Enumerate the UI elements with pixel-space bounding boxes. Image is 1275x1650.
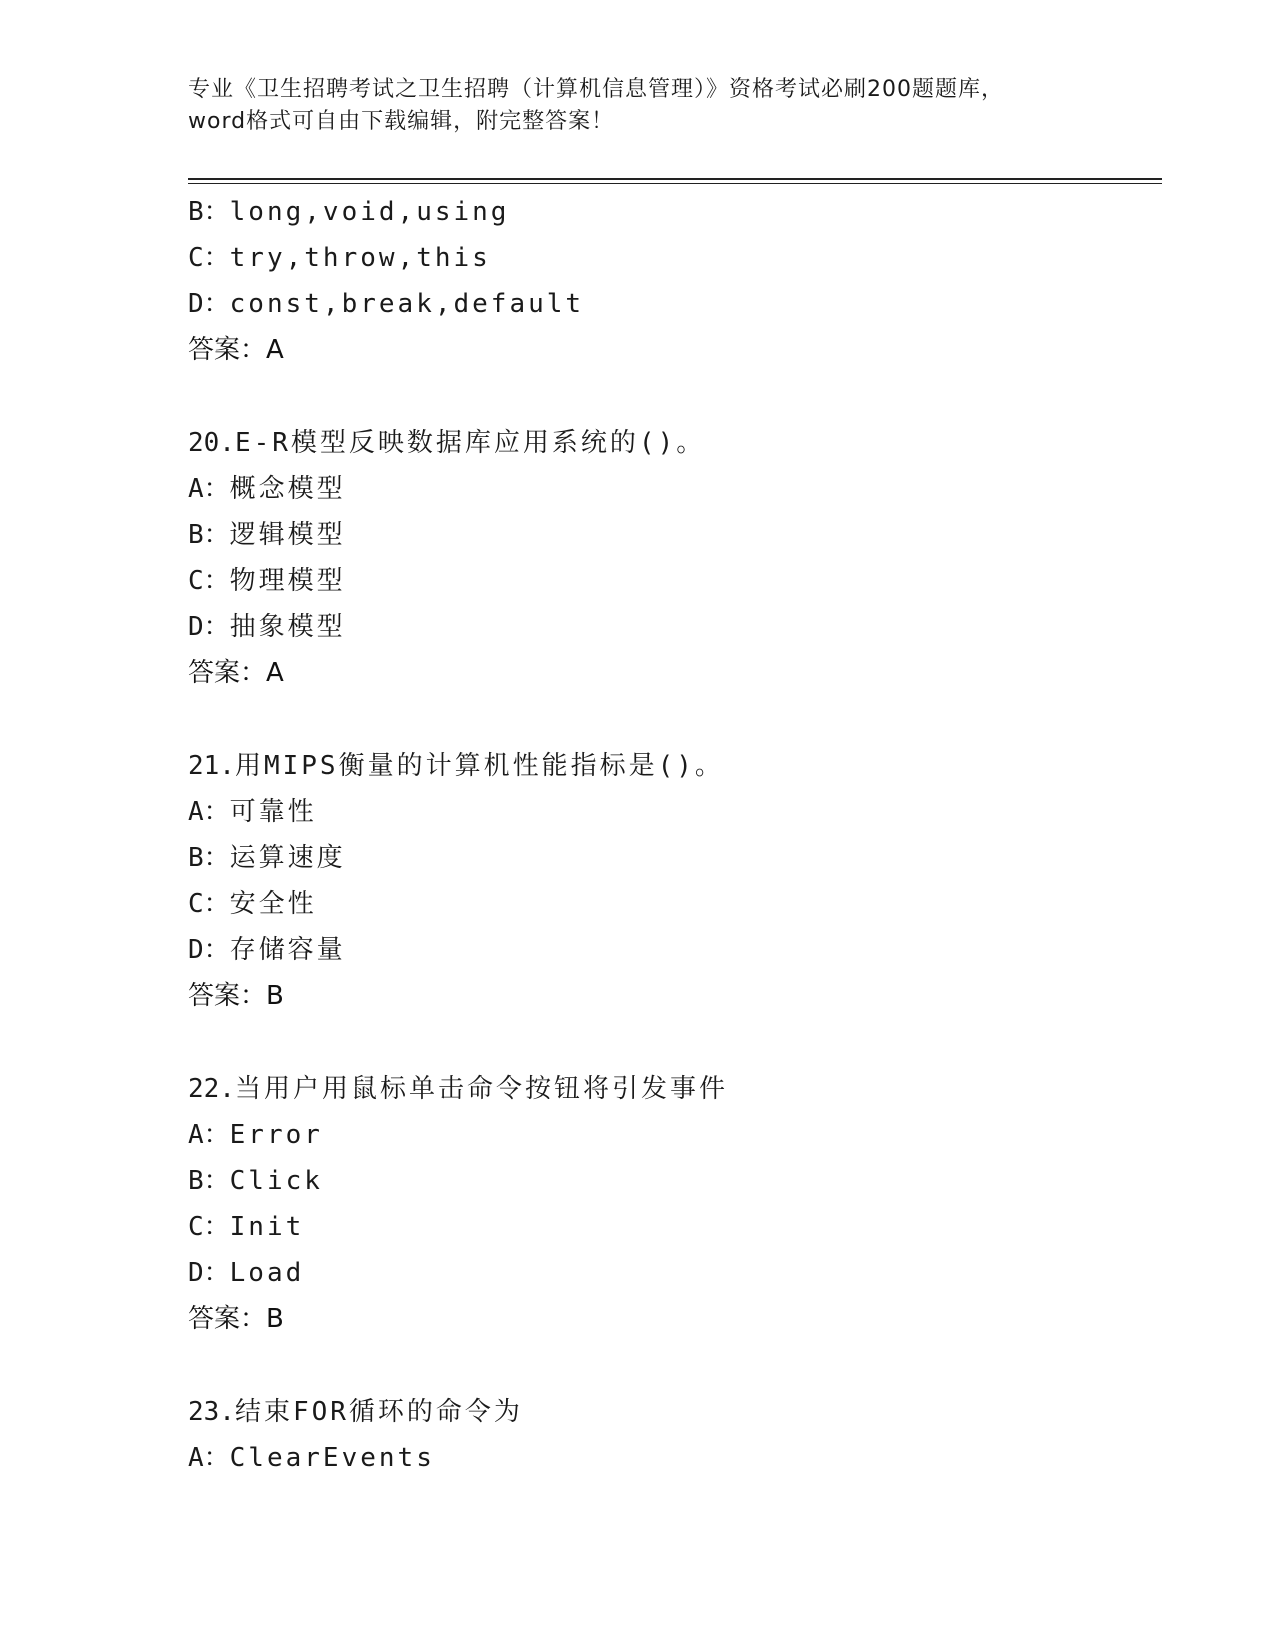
option-text: ClearEvents [229, 1443, 435, 1473]
question-23 [188, 1389, 1168, 1481]
option-text: 概念模型 [229, 474, 346, 504]
option-text: Init [229, 1212, 305, 1242]
header-divider-thin [188, 183, 1162, 184]
option-row [188, 604, 1168, 650]
question-22 [188, 1066, 1168, 1342]
question-text: 当用户用鼠标单击命令按钮将引发事件 [234, 1074, 728, 1104]
option-row [188, 1158, 1168, 1204]
option-label: D： [188, 1258, 230, 1288]
answer-line: 答案：B [188, 981, 284, 1011]
option-text: long,void,using [229, 197, 510, 227]
document-header [188, 74, 1088, 138]
question-number: 20. [188, 428, 235, 458]
question-stem [188, 1066, 1168, 1112]
option-text: Load [229, 1258, 305, 1288]
option-text: 安全性 [229, 889, 317, 919]
question-number: 21. [188, 751, 235, 781]
option-row [188, 466, 1168, 512]
option-text: 抽象模型 [229, 612, 346, 642]
option-label: C： [188, 566, 230, 596]
option-text: Error [229, 1120, 323, 1150]
question-stem [188, 1389, 1168, 1435]
option-label: B： [188, 197, 230, 227]
option-row [188, 881, 1168, 927]
option-row [188, 1112, 1168, 1158]
question-stem [188, 743, 1168, 789]
option-row [188, 1435, 1168, 1481]
option-label: C： [188, 1212, 230, 1242]
option-label: D： [188, 289, 230, 319]
option-label: B： [188, 520, 230, 550]
option-text: 运算速度 [229, 843, 346, 873]
header-line-1: 专业《卫生招聘考试之卫生招聘（计算机信息管理）》资格考试必刷200题题库， [188, 77, 1004, 102]
option-row [188, 235, 1168, 281]
option-row [188, 512, 1168, 558]
option-label: D： [188, 612, 230, 642]
option-label: A： [188, 797, 230, 827]
answer-line: 答案：B [188, 1304, 284, 1334]
question-stem [188, 420, 1168, 466]
option-text: 物理模型 [229, 566, 346, 596]
answer-line: 答案：A [188, 335, 284, 365]
question-text: 结束FOR循环的命令为 [234, 1397, 523, 1427]
question-text: E-R模型反映数据库应用系统的()。 [234, 428, 706, 458]
option-label: B： [188, 1166, 230, 1196]
option-row [188, 927, 1168, 973]
option-text: 存储容量 [229, 935, 346, 965]
option-row [188, 1250, 1168, 1296]
option-row [188, 789, 1168, 835]
option-label: C： [188, 889, 230, 919]
answer-line: 答案：A [188, 658, 284, 688]
question-21 [188, 743, 1168, 1019]
option-text: 可靠性 [229, 797, 317, 827]
option-row [188, 281, 1168, 327]
option-label: A： [188, 1120, 230, 1150]
option-text: const,break,default [229, 289, 585, 319]
option-text: Click [229, 1166, 323, 1196]
option-text: try,throw,this [229, 243, 491, 273]
option-row [188, 189, 1168, 235]
header-line-2: word格式可自由下载编辑，附完整答案！ [188, 109, 615, 134]
question-number: 22. [188, 1074, 235, 1104]
question-20 [188, 420, 1168, 696]
question-number: 23. [188, 1397, 235, 1427]
option-row [188, 558, 1168, 604]
continued-question [188, 189, 1168, 373]
option-label: A： [188, 1443, 230, 1473]
option-label: C： [188, 243, 230, 273]
option-label: A： [188, 474, 230, 504]
option-row [188, 835, 1168, 881]
option-label: D： [188, 935, 230, 965]
question-text: 用MIPS衡量的计算机性能指标是()。 [234, 751, 724, 781]
option-label: B： [188, 843, 230, 873]
header-divider-thick [188, 178, 1162, 180]
option-row [188, 1204, 1168, 1250]
option-text: 逻辑模型 [229, 520, 346, 550]
question-list [188, 189, 1168, 1481]
